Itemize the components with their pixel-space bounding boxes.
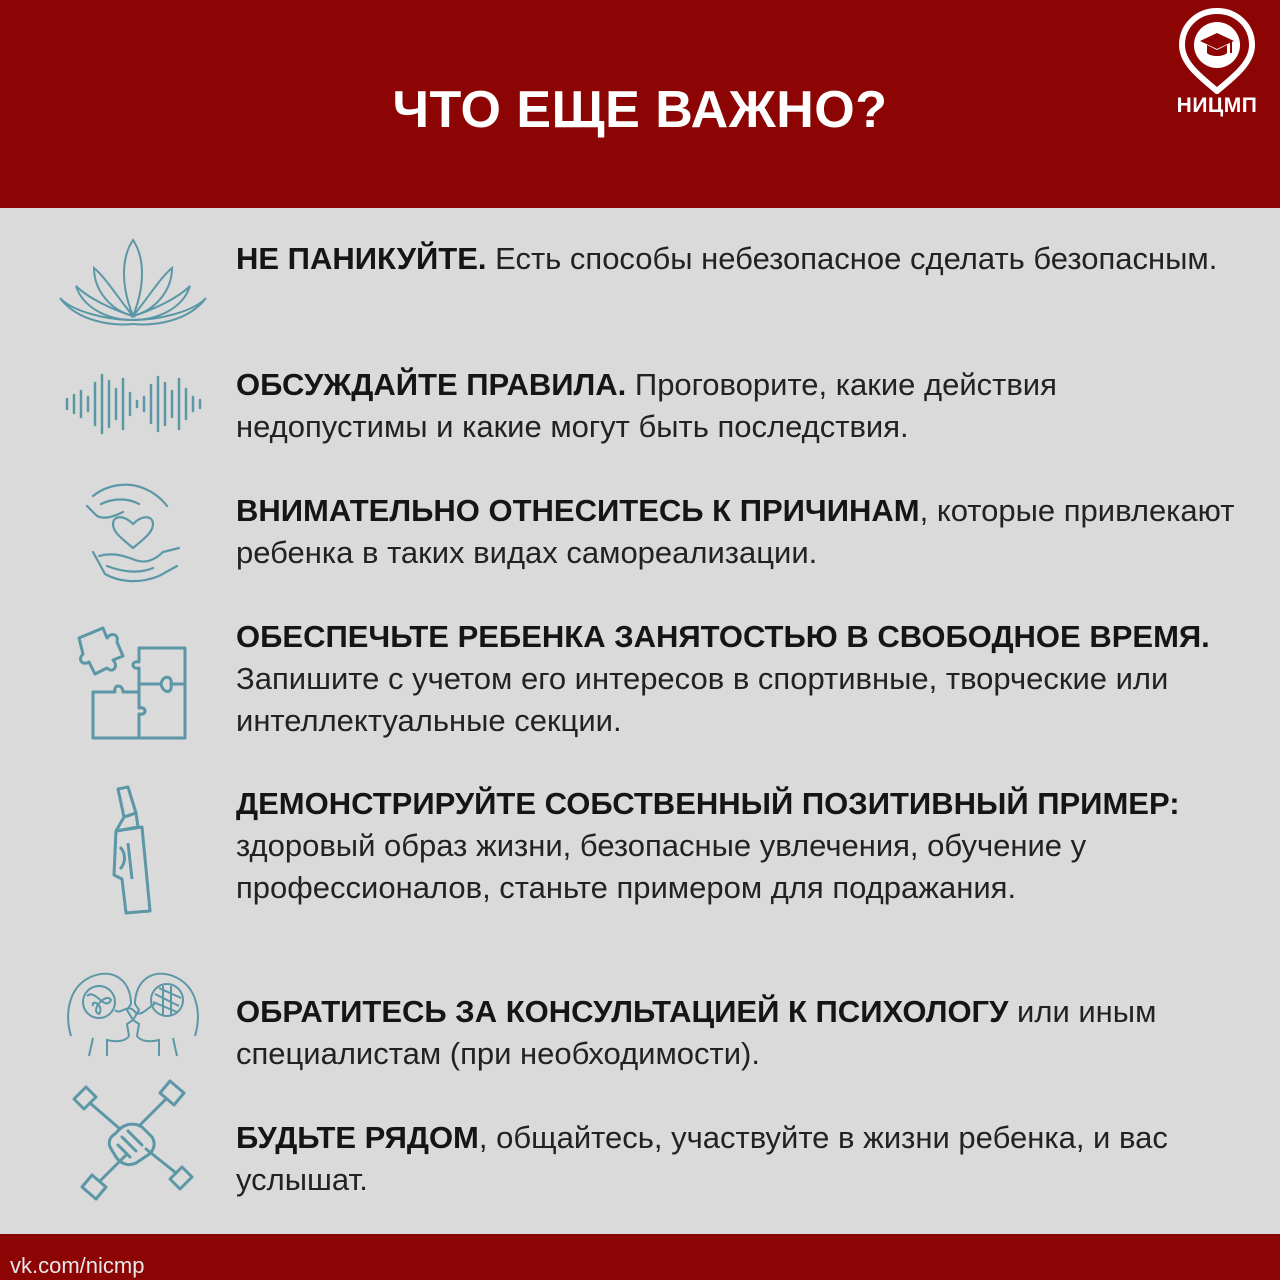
item-heading: НЕ ПАНИКУЙТЕ. — [236, 241, 487, 276]
list-item — [0, 1117, 1280, 1207]
item-text — [236, 616, 1236, 742]
item-text — [236, 238, 1236, 280]
item-heading: БУДЬТЕ РЯДОМ — [236, 1120, 479, 1155]
item-body: здоровый образ жизни, безопасные увлечения, обучение у профессионалов, станьте примером для подражания. — [236, 828, 1087, 905]
item-body: , общайтесь, участвуйте в жизни ребенка, и вас услышат. — [236, 1120, 1168, 1197]
item-body: Проговорите, какие действия недопустимы и какие могут быть последствия. — [236, 367, 1057, 444]
footer-link[interactable]: vk.com/nicmp — [10, 1253, 145, 1278]
list-item — [0, 783, 1280, 953]
item-body: Есть способы небезопасное сделать безопасным. — [486, 241, 1218, 276]
list-item — [0, 364, 1280, 454]
lotus-icon — [55, 238, 210, 328]
logo-text: НИЦМП — [1176, 94, 1258, 117]
item-heading: ВНИМАТЕЛЬНО ОТНЕСИТЕСЬ К ПРИЧИНАМ — [236, 493, 920, 528]
item-text — [236, 1117, 1236, 1201]
item-heading: ОБЕСПЕЧЬТЕ РЕБЕНКА ЗАНЯТОСТЬЮ В СВОБОДНОЕ ВРЕМЯ. — [236, 619, 1210, 654]
item-body: , которые привлекают ребенка в таких видах самореализации. — [236, 493, 1235, 570]
list-item — [0, 991, 1280, 1081]
item-body: Запишите с учетом его интересов в спортивные, творческие или интеллектуальные секции. — [236, 661, 1169, 738]
puzzle-icon — [55, 622, 210, 742]
teamwork-hands-icon — [55, 1075, 210, 1205]
item-body: или иным специалистам (при необходимости). — [236, 994, 1157, 1071]
list-item — [0, 238, 1280, 328]
location-pin-cap-icon — [1178, 8, 1256, 94]
footer-bar — [0, 1234, 1280, 1280]
hands-heart-icon — [55, 476, 210, 586]
item-heading: ОБСУЖДАЙТЕ ПРАВИЛА. — [236, 367, 627, 402]
item-heading: ОБРАТИТЕСЬ ЗА КОНСУЛЬТАЦИЕЙ К ПСИХОЛОГУ — [236, 994, 1009, 1029]
item-text — [236, 364, 1236, 448]
sound-wave-icon — [55, 364, 210, 444]
list-item — [0, 616, 1280, 746]
item-text — [236, 783, 1236, 909]
list-item — [0, 490, 1280, 590]
psychology-heads-icon — [55, 959, 210, 1069]
item-text — [236, 991, 1236, 1075]
item-text — [236, 490, 1236, 574]
item-heading: ДЕМОНСТРИРУЙТЕ СОБСТВЕННЫЙ ПОЗИТИВНЫЙ ПРИМЕР: — [236, 786, 1180, 821]
page-title: ЧТО ЕЩЕ ВАЖНО? — [392, 81, 888, 139]
logo — [1164, 8, 1270, 120]
thumbs-up-icon — [55, 783, 210, 918]
